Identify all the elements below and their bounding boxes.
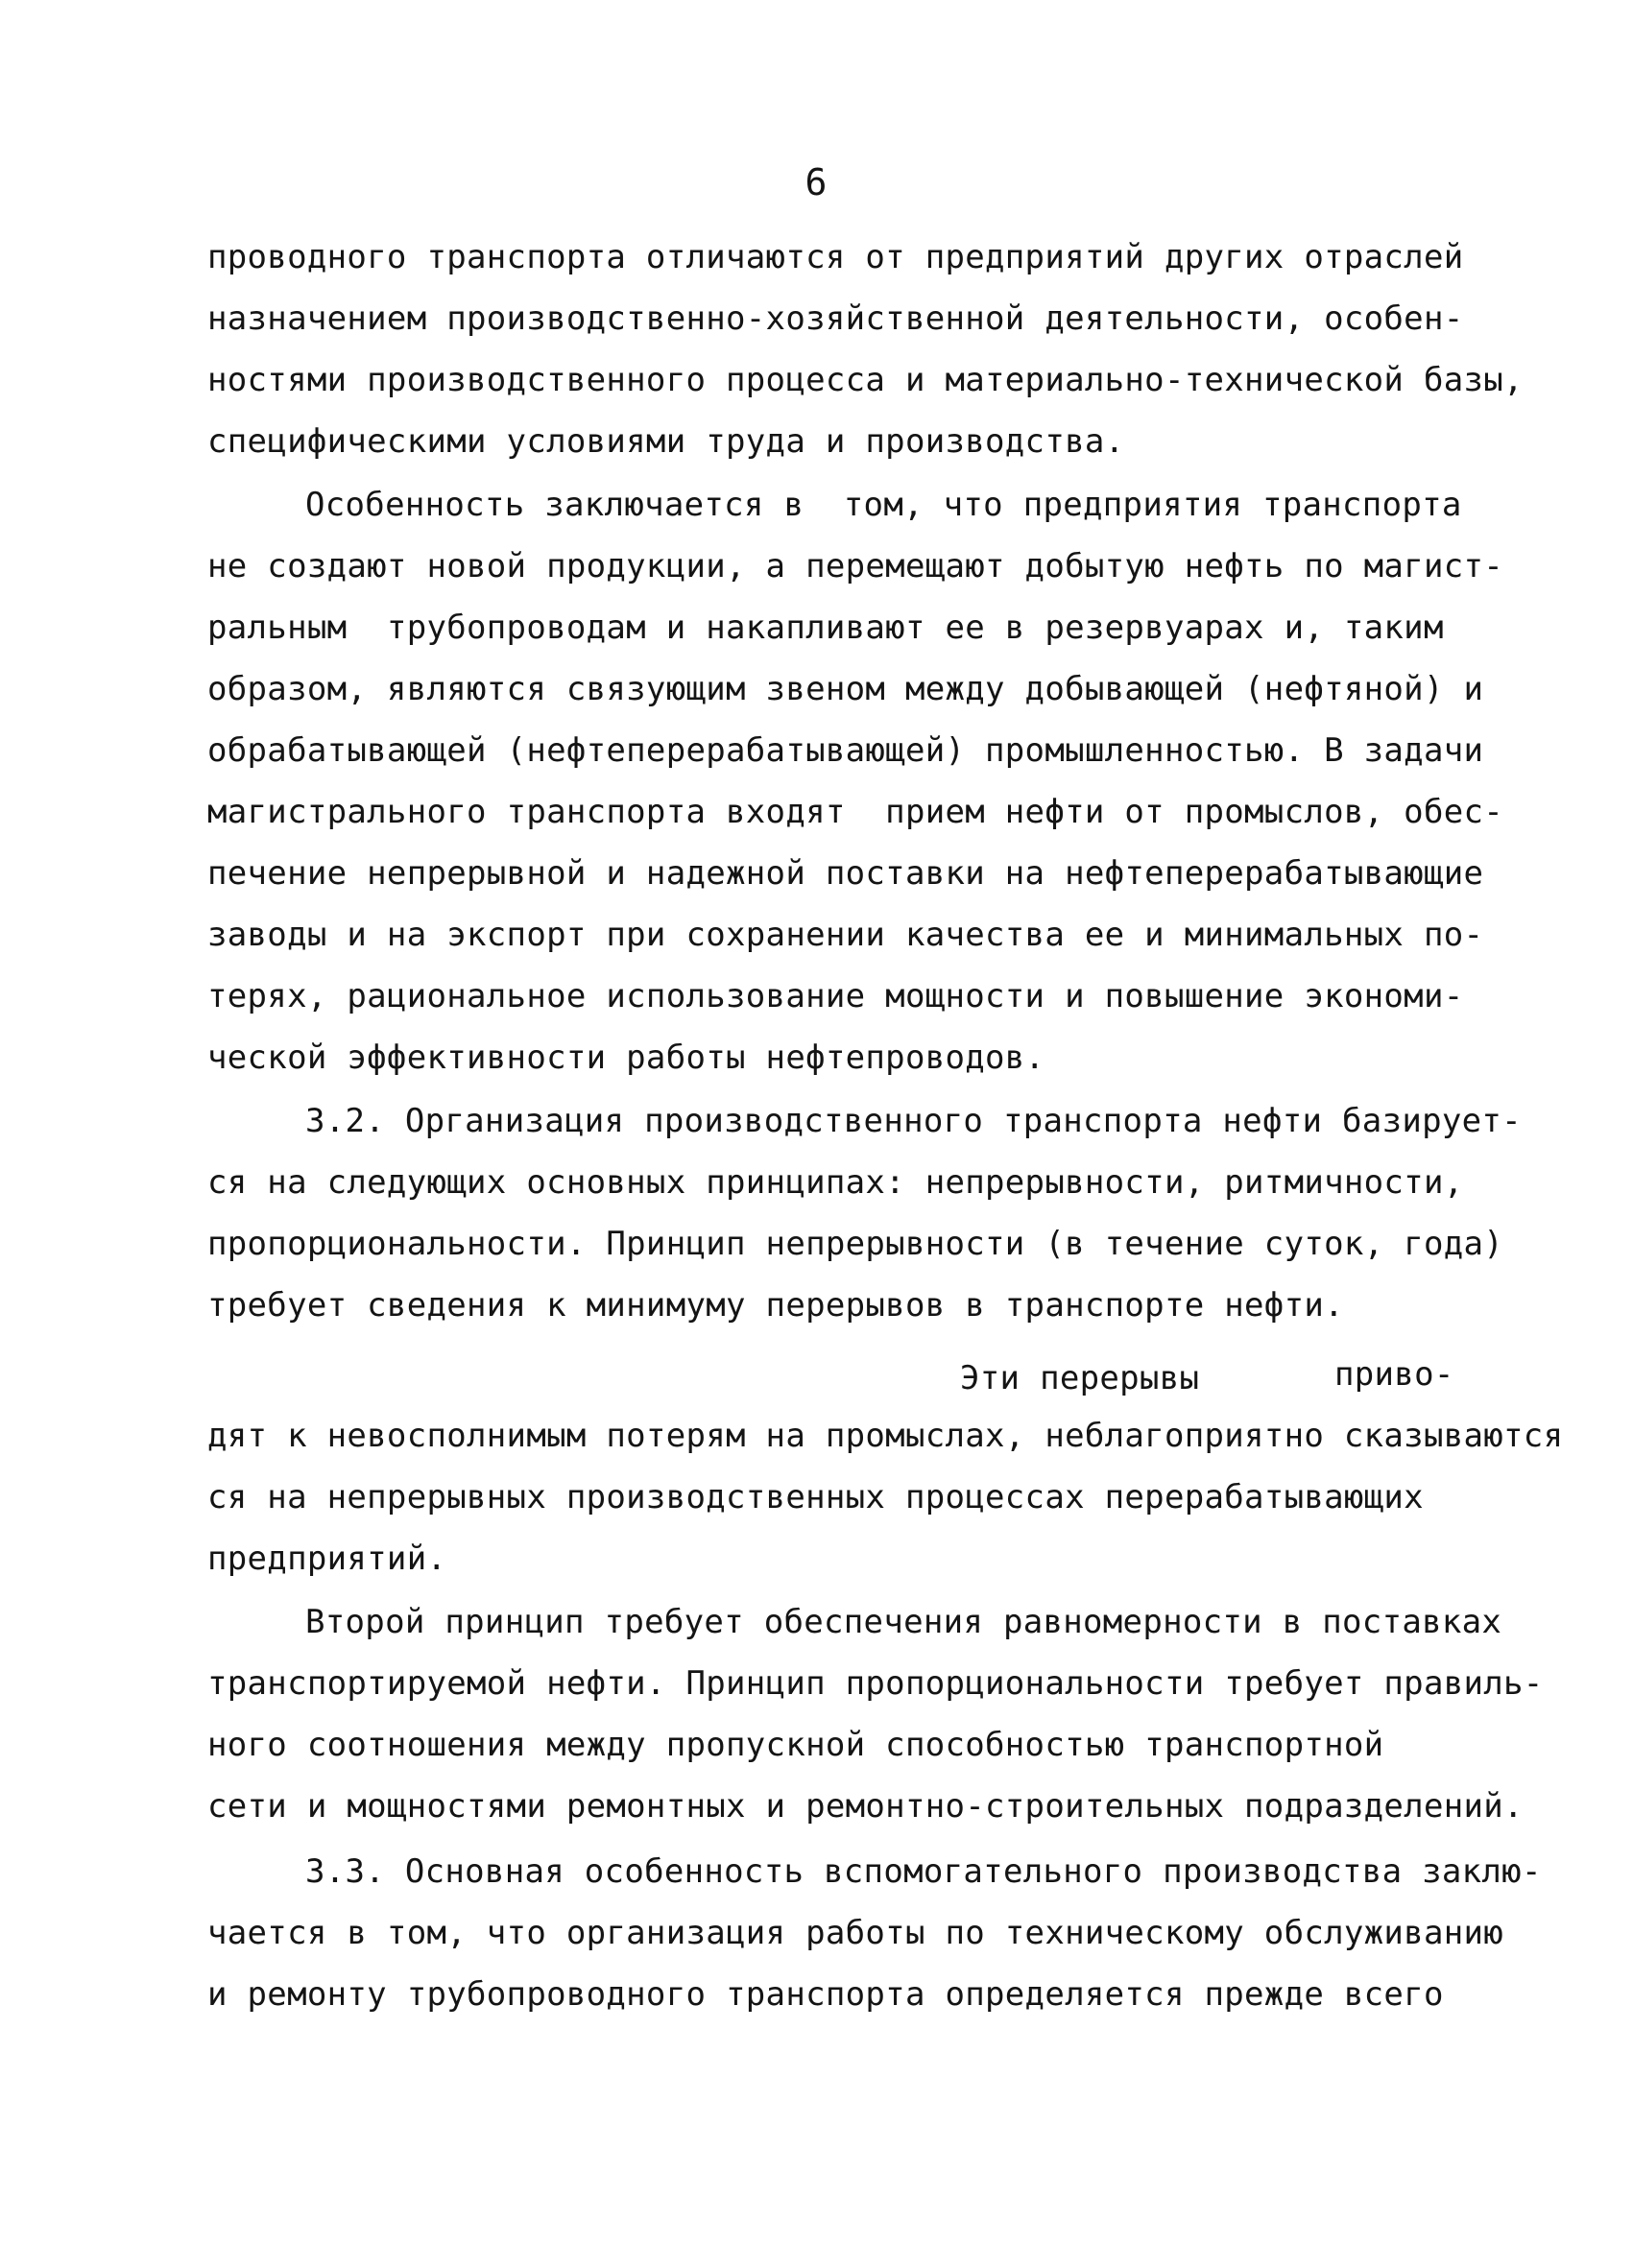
text-line: сети и мощностями ремонтных и ремонтно-строительных подразделений. bbox=[207, 1787, 1524, 1826]
text-line: магистрального транспорта входят прием нефти от промыслов, обес- bbox=[207, 793, 1504, 831]
text-line: не создают новой продукции, а перемещают добытую нефть по магист- bbox=[207, 547, 1504, 585]
text-line: обрабатывающей (нефтеперерабатывающей) промышленностью. В задачи bbox=[207, 731, 1484, 770]
text-line: чается в том, что организация работы по техническому обслуживанию bbox=[207, 1914, 1504, 1952]
text-line: и ремонту трубопроводного транспорта определяется прежде всего bbox=[207, 1975, 1444, 2014]
text-line: ся на следующих основных принципах: непрерывности, ритмичности, bbox=[207, 1163, 1464, 1202]
text-line: заводы и на экспорт при сохранении качества ее и минимальных по- bbox=[207, 916, 1484, 954]
text-line: ческой эффективности работы нефтепроводов. bbox=[207, 1039, 1045, 1077]
text-line: ся на непрерывных производственных процессах перерабатывающих bbox=[207, 1478, 1424, 1516]
text-line: ральным трубопроводам и накапливают ее в резервуарах и, таким bbox=[207, 609, 1444, 647]
text-line: назначением производственно-хозяйственной деятельности, особен- bbox=[207, 299, 1464, 338]
text-line: предприятий. bbox=[207, 1540, 447, 1578]
paragraph-first-line: Второй принцип требует обеспечения равномерности в поставках bbox=[305, 1603, 1502, 1641]
paragraph-first-line: Особенность заключается в том, что предприятия транспорта bbox=[305, 486, 1462, 524]
text-fragment: приво- bbox=[1334, 1355, 1454, 1394]
text-line: проводного транспорта отличаются от предприятий других отраслей bbox=[207, 238, 1464, 276]
text-line: ностями производственного процесса и материально-технической базы, bbox=[207, 361, 1524, 399]
text-fragment: Эти перерывы bbox=[960, 1359, 1200, 1397]
page-number: 6 bbox=[804, 161, 829, 203]
text-line: специфическими условиями труда и производства. bbox=[207, 422, 1125, 461]
section-3-3-first-line: 3.3. Основная особенность вспомогательного производства заклю- bbox=[305, 1852, 1542, 1891]
text-line: ного соотношения между пропускной способностью транспортной bbox=[207, 1726, 1384, 1764]
text-line: требует сведения к минимуму перерывов в транспорте нефти. bbox=[207, 1286, 1344, 1325]
section-3-2-first-line: 3.2. Организация производственного транспорта нефти базирует- bbox=[305, 1102, 1522, 1140]
text-line: печение непрерывной и надежной поставки на нефтеперерабатывающие bbox=[207, 854, 1484, 893]
text-line: транспортируемой нефти. Принцип пропорциональности требует правиль- bbox=[207, 1664, 1544, 1703]
text-line: пропорциональности. Принцип непрерывности (в течение суток, года) bbox=[207, 1225, 1504, 1263]
text-line: образом, являются связующим звеном между добывающей (нефтяной) и bbox=[207, 670, 1484, 708]
text-line: терях, рациональное использование мощности и повышение экономи- bbox=[207, 977, 1464, 1015]
text-line: дят к невосполнимым потерям на промыслах, неблагоприятно сказываются bbox=[207, 1417, 1564, 1455]
